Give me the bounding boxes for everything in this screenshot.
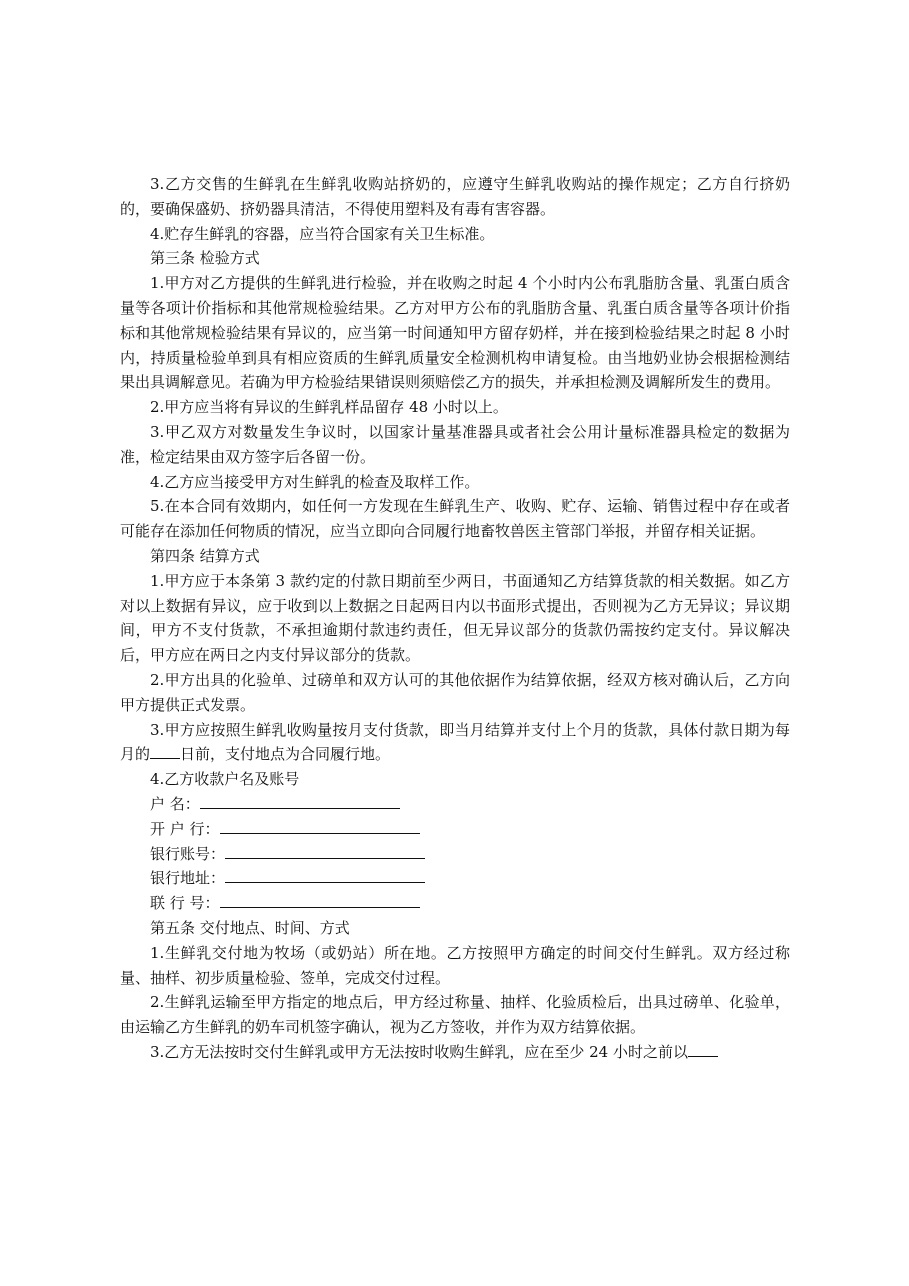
clause-paragraph: 1.甲方对乙方提供的生鲜乳进行检验，并在收购之时起 4 个小时内公布乳脂肪含量、乳蛋白质含量等各项计价指标和其他常规检验结果。乙方对甲方公布的乳脂肪含量、乳蛋白质含量等各项计价指标和其他常规检验结果有异议的，应当第一时间通知甲方留存奶样，并在接到检验结果之时起 8 小时内，持质量检验单到具有相应资质的生鲜乳质量安全检测机构申请复检。由当地奶业协会根据检测结果出具调解意见。若确为甲方检验结果错误则须赔偿乙方的损失，并承担检测及调解所发生的费用。 xyxy=(120,274,790,392)
bank-blank[interactable] xyxy=(220,818,420,834)
payment-day-blank[interactable] xyxy=(150,744,180,759)
clause-paragraph: 4.乙方应当接受甲方对生鲜乳的检查及取样工作。 xyxy=(150,472,480,491)
payment-date-text-tail: 日前，支付地点为合同履行地。 xyxy=(180,745,391,764)
clause-paragraph: 5.在本合同有效期内，如任何一方发现在生鲜乳生产、收购、贮存、运输、销售过程中存在或者可能存在添加任何物质的情况，应当立即向合同履行地畜牧兽医主管部门举报，并留存相关证据。 xyxy=(120,497,790,541)
field-bank-code xyxy=(120,891,790,916)
field-label: 银行地址： xyxy=(150,869,226,888)
contract-body xyxy=(120,172,790,1065)
payment-date-text: 3.甲方应按照生鲜乳收购量按月支付货款，即当月结算并支付上个月的货款，具体付款日期为每月的 xyxy=(120,720,790,764)
article-heading-3: 第三条 检验方式 xyxy=(150,249,260,268)
clause-paragraph: 2.甲方出具的化验单、过磅单和双方认可的其他依据作为结算依据，经双方核对确认后，乙方向甲方提供正式发票。 xyxy=(120,670,790,714)
field-label: 银行账号： xyxy=(150,844,226,863)
clause-paragraph: 1.生鲜乳交付地为牧场（或奶站）所在地。乙方按照甲方确定的时间交付生鲜乳。双方经过称量、抽样、初步质量检验、签单，完成交付过程。 xyxy=(120,943,790,987)
bank-code-blank[interactable] xyxy=(220,892,420,908)
clause-paragraph: 2.甲方应当将有异议的生鲜乳样品留存 48 小时以上。 xyxy=(150,398,508,417)
clause-paragraph: 4.贮存生鲜乳的容器，应当符合国家有关卫生标准。 xyxy=(150,224,495,243)
article-heading-5: 第五条 交付地点、时间、方式 xyxy=(150,918,350,937)
clause-paragraph: 3.甲乙双方对数量发生争议时，以国家计量基准器具或者社会公用计量标准器具检定的数据为准，检定结果由双方签字后各留一份。 xyxy=(120,422,790,466)
field-label: 联 行 号： xyxy=(150,894,220,913)
bank-address-blank[interactable] xyxy=(225,867,425,883)
clause-paragraph: 4.乙方收款户名及账号 xyxy=(150,770,300,789)
clause-paragraph: 2.生鲜乳运输至甲方指定的地点后，甲方经过称量、抽样、化验质检后，出具过磅单、化验单，由运输乙方生鲜乳的奶车司机签字确认，视为乙方签收，并作为双方结算依据。 xyxy=(120,993,790,1037)
field-account-no xyxy=(120,842,790,867)
account-name-blank[interactable] xyxy=(200,793,400,809)
clause-paragraph-payment-date xyxy=(120,718,790,768)
article-heading-4: 第四条 结算方式 xyxy=(150,546,260,565)
field-label: 开 户 行： xyxy=(150,819,220,838)
field-account-name xyxy=(120,792,790,817)
field-bank-address xyxy=(120,866,790,891)
delivery-notice-text: 3.乙方无法按时交付生鲜乳或甲方无法按时收购生鲜乳，应在至少 24 小时之前以 xyxy=(150,1042,688,1061)
clause-paragraph-delivery-notice xyxy=(120,1040,790,1065)
field-label: 户 名： xyxy=(150,794,200,813)
clause-paragraph: 3.乙方交售的生鲜乳在生鲜乳收购站挤奶的，应遵守生鲜乳收购站的操作规定；乙方自行挤奶的，要确保盛奶、挤奶器具清洁，不得使用塑料及有毒有害容器。 xyxy=(120,175,790,218)
field-bank xyxy=(120,817,790,842)
account-no-blank[interactable] xyxy=(225,843,425,859)
notice-method-blank[interactable] xyxy=(688,1042,718,1057)
clause-paragraph: 1.甲方应于本条第 3 款约定的付款日期前至少两日，书面通知乙方结算货款的相关数据。如乙方对以上数据有异议，应于收到以上数据之日起两日内以书面形式提出，否则视为乙方无异议；异议期间，甲方不支付货款，不承担逾期付款违约责任，但无异议部分的货款仍需按约定支付。异议解决后，甲方应在两日之内支付异议部分的货款。 xyxy=(120,571,790,665)
